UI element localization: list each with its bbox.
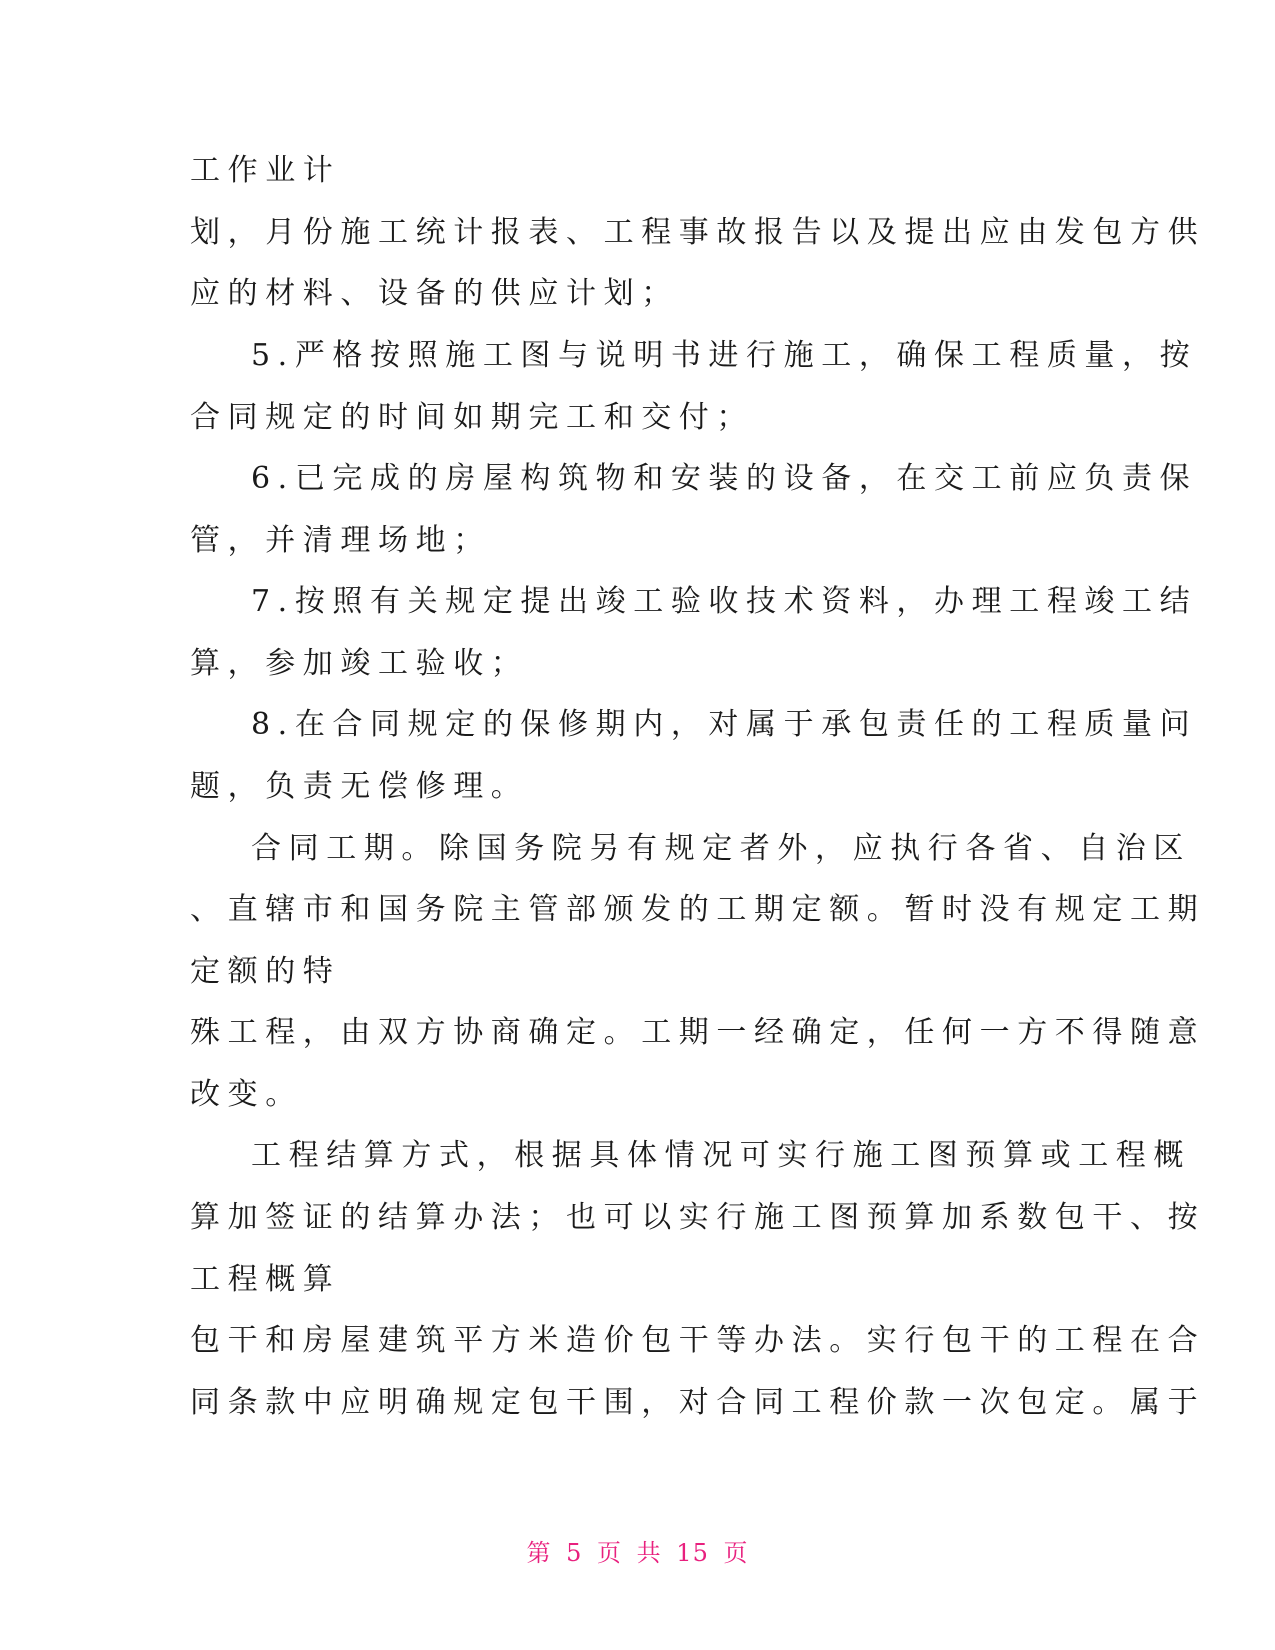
text-line: 7.按照有关规定提出竣工验收技术资料，办理工程竣工结 [251, 584, 1198, 619]
text-line: 管，并清理场地； [190, 523, 491, 558]
text-line: 包干和房屋建筑平方米造价包干等办法。实行包干的工程在合 [190, 1323, 1206, 1358]
text-line: 殊工程，由双方协商确定。工期一经确定，任何一方不得随意 [190, 1015, 1206, 1050]
text-line: 8.在合同规定的保修期内，对属于承包责任的工程质量问 [251, 707, 1198, 742]
text-line: 划，月份施工统计报表、工程事故报告以及提出应由发包方供 [190, 215, 1206, 250]
text-line: 工程概算 [190, 1262, 341, 1297]
text-line: 算，参加竣工验收； [190, 646, 529, 681]
text-line: 工程结算方式，根据具体情况可实行施工图预算或工程概 [251, 1138, 1191, 1173]
text-line: 工作业计 [190, 153, 341, 188]
text-line: 应的材料、设备的供应计划； [190, 276, 679, 311]
text-line: 合同工期。除国务院另有规定者外，应执行各省、自治区 [251, 831, 1191, 866]
text-line: 、直辖市和国务院主管部颁发的工期定额。暂时没有规定工期 [190, 892, 1206, 927]
text-line: 算加签证的结算办法；也可以实行施工图预算加系数包干、按 [190, 1200, 1206, 1235]
text-line: 5.严格按照施工图与说明书进行施工，确保工程质量，按 [251, 338, 1198, 373]
text-line: 同条款中应明确规定包干围，对合同工程价款一次包定。属于 [190, 1385, 1206, 1420]
text-line: 题，负责无偿修理。 [190, 769, 529, 804]
text-line: 改变。 [190, 1077, 303, 1112]
text-line: 合同规定的时间如期完工和交付； [190, 400, 754, 435]
text-line: 定额的特 [190, 954, 341, 989]
page-number-footer: 第 5 页 共 15 页 [526, 1539, 749, 1567]
text-line: 6.已完成的房屋构筑物和安装的设备，在交工前应负责保 [251, 461, 1198, 496]
